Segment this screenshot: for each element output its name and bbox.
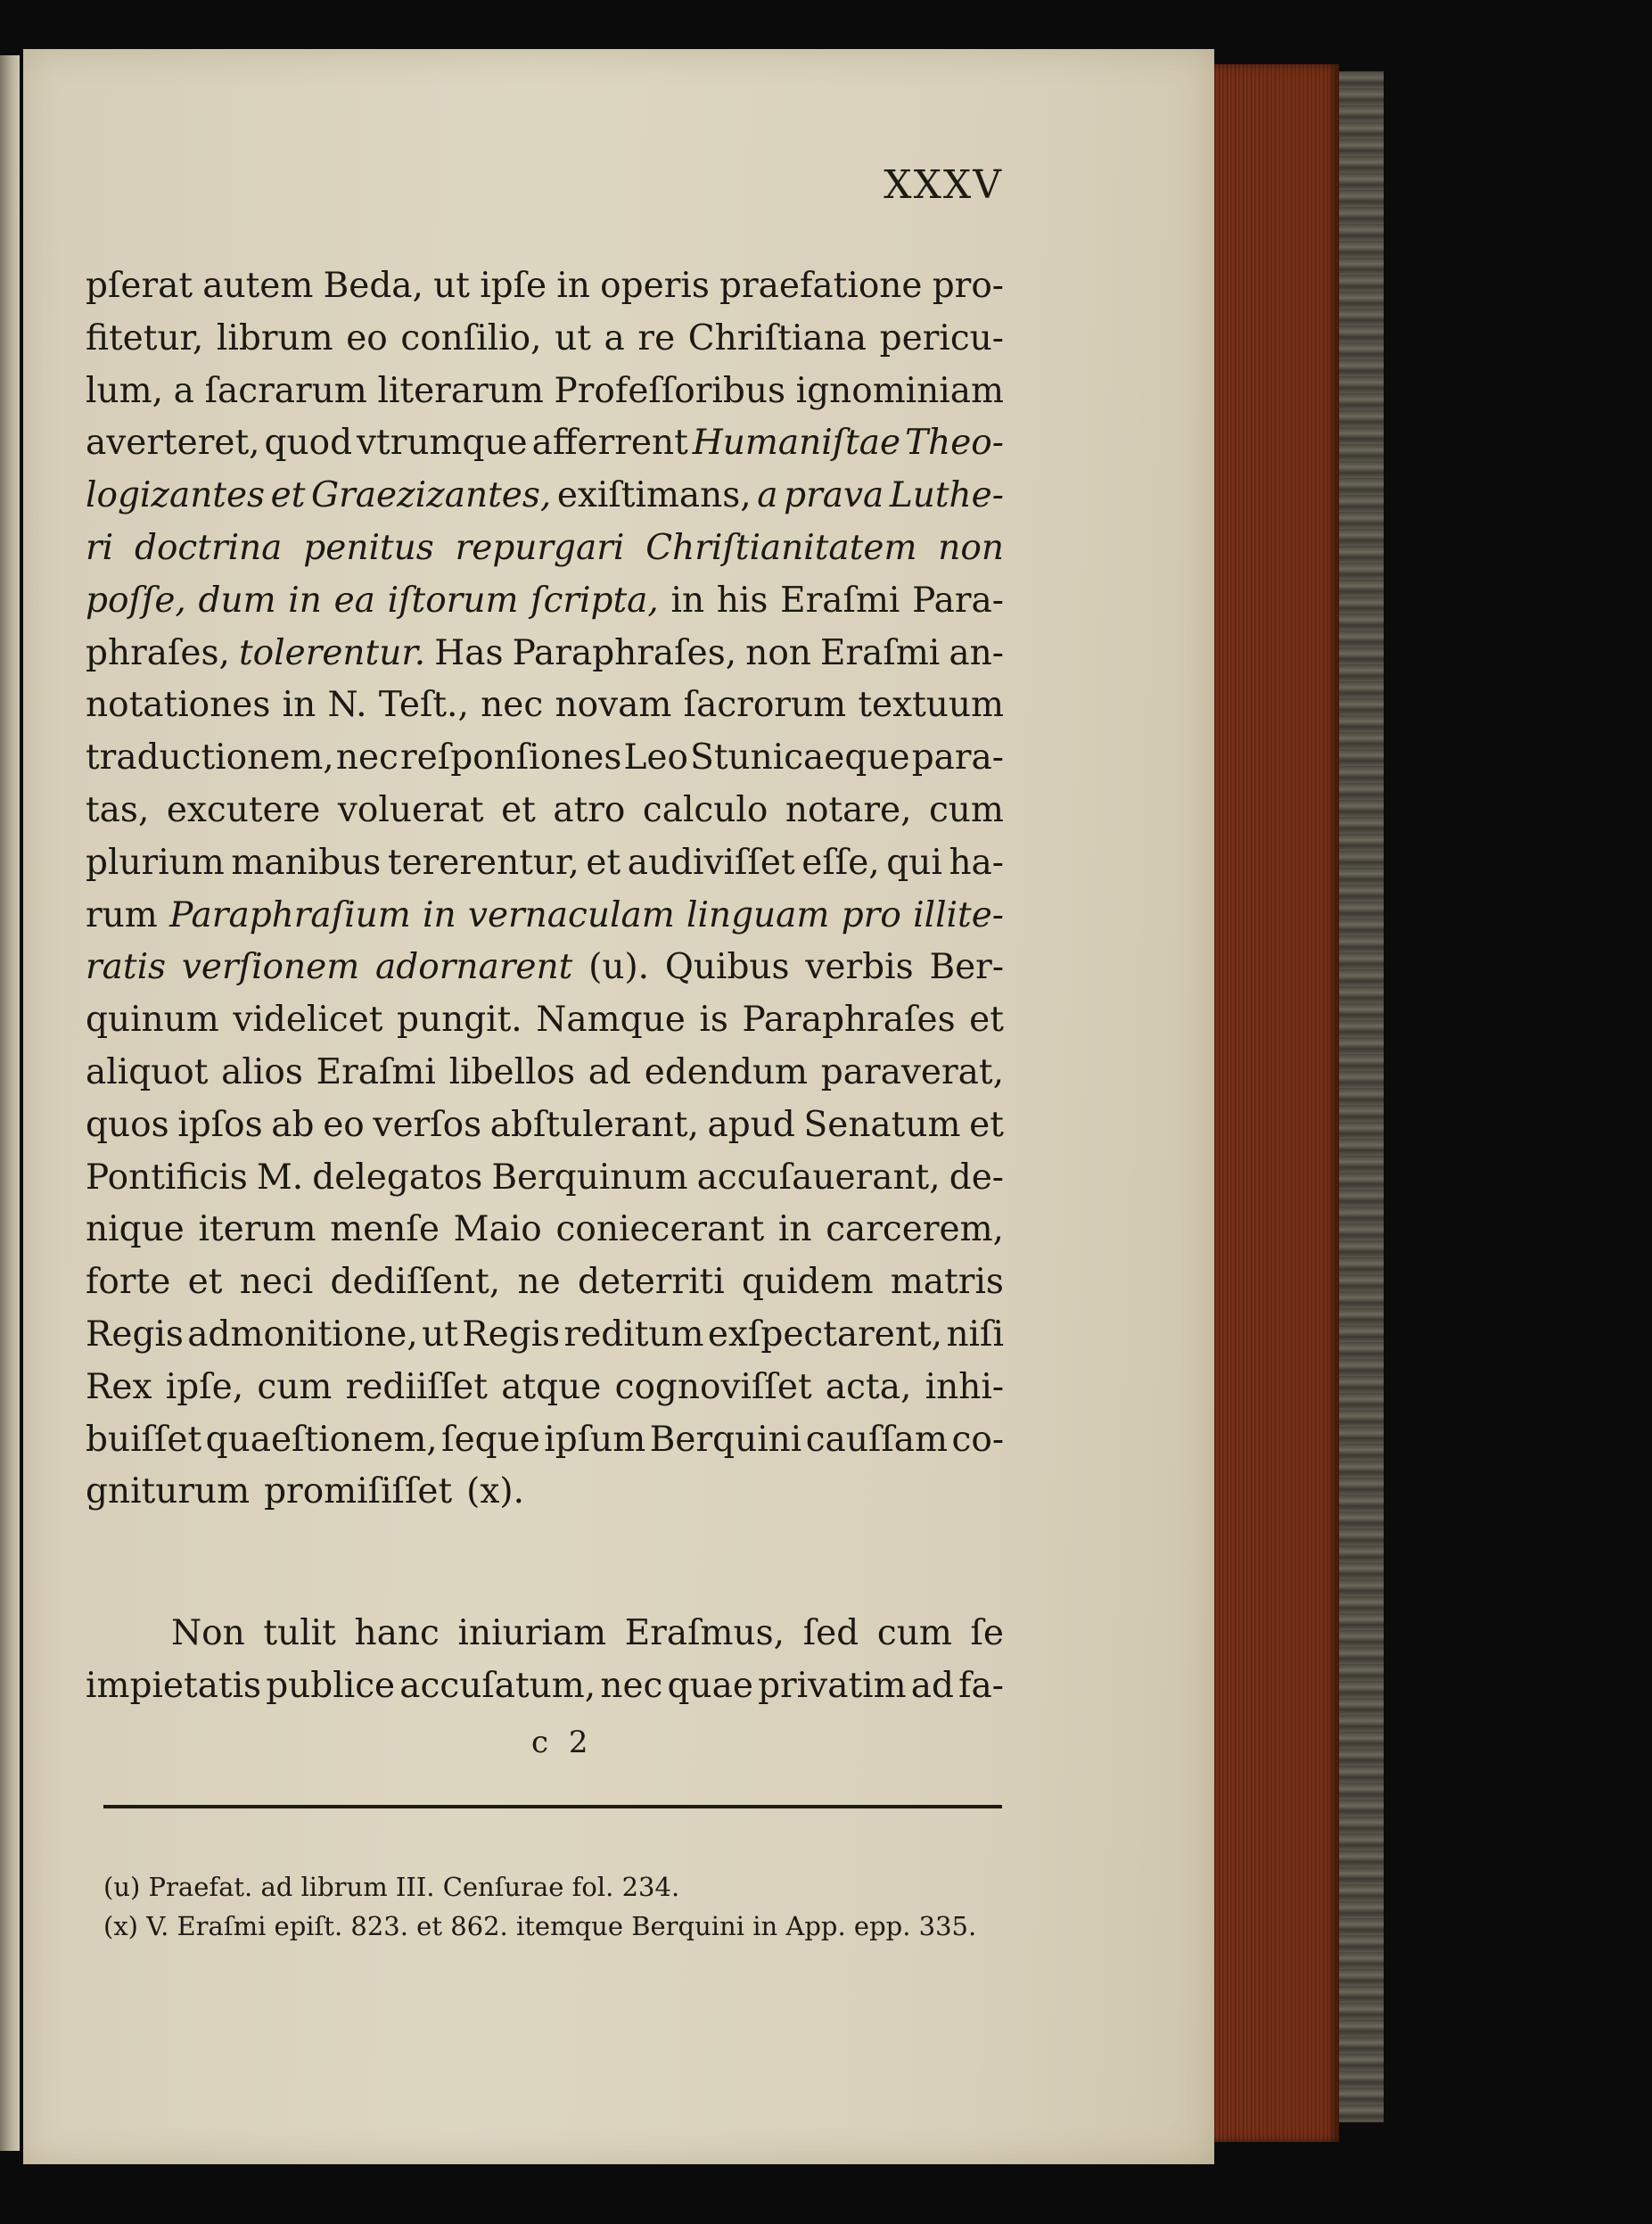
word: afferrent (531, 423, 688, 464)
word: averteret, (86, 423, 260, 464)
word: vernaculam (467, 894, 675, 935)
word: buiſſet (86, 1419, 202, 1460)
word: non (938, 527, 1004, 568)
word: tas, (86, 789, 150, 830)
word: ad (910, 1665, 954, 1706)
text-line (86, 1204, 1004, 1256)
word: ipſos (177, 1104, 263, 1145)
word: accuſauerant, (696, 1157, 941, 1198)
word: ſacrorum (683, 685, 847, 726)
text-line (86, 1047, 1004, 1100)
word: Regis (86, 1314, 184, 1355)
word: Stunicaeque (690, 737, 910, 778)
word: nec (335, 737, 399, 778)
word: ea (333, 580, 375, 621)
word: Senatum (803, 1104, 961, 1145)
word: tulit (263, 1613, 336, 1653)
text-line (86, 1362, 1004, 1414)
word: Luthe- (889, 475, 1004, 516)
word: in (777, 1209, 812, 1250)
word: an- (949, 632, 1004, 673)
book-cover-edge (1339, 71, 1384, 2122)
word: iniuriam (457, 1613, 607, 1653)
word: ſacrarum (204, 370, 367, 411)
word: pſerat (86, 266, 193, 306)
word: a (173, 370, 194, 411)
word: pro- (932, 266, 1004, 306)
word: logizantes (86, 475, 266, 516)
word: pro (841, 894, 901, 935)
page-number: XXXV (884, 162, 1003, 208)
word: admonitione, (187, 1314, 418, 1355)
word: dediſſent, (330, 1262, 501, 1303)
word: exſpectarent, (707, 1314, 943, 1355)
word: et (586, 842, 621, 883)
text-line (86, 837, 1004, 890)
text-line (86, 994, 1004, 1047)
word: pungit. (397, 1000, 522, 1041)
paragraph-2 (86, 1608, 1004, 1713)
word: non (745, 632, 811, 673)
word: tolerentur. (239, 632, 426, 673)
page-block-edge (1214, 64, 1339, 2142)
word: ratis (86, 947, 167, 988)
word: literarum (377, 370, 544, 411)
word: Regis (462, 1314, 561, 1355)
text-line (86, 260, 1004, 313)
word: praefatione (719, 266, 923, 306)
word: menſe (330, 1209, 440, 1250)
word: phraſes, (86, 632, 230, 673)
word: gniturum (86, 1471, 251, 1512)
paragraph-1 (86, 260, 1004, 1519)
word: ri (86, 527, 114, 568)
text-line (86, 1256, 1004, 1309)
word: Namque (536, 1000, 686, 1041)
word: textuum (858, 685, 1004, 726)
footnotes (103, 1867, 995, 1946)
word: publice (266, 1665, 396, 1706)
word: Graezizantes, (311, 475, 552, 516)
word: atro (553, 789, 626, 830)
word: ha- (949, 842, 1004, 883)
word: ut (555, 317, 591, 358)
word: et (969, 1000, 1004, 1041)
word: quae (667, 1665, 753, 1706)
word: para- (911, 737, 1004, 778)
text-line (86, 1100, 1004, 1152)
word: tererentur, (387, 842, 579, 883)
word: apud (707, 1104, 795, 1145)
word: ut (433, 266, 470, 306)
word: qui (886, 842, 942, 883)
word: verſionem (181, 947, 360, 988)
word: a (604, 317, 625, 358)
word: aliquot (86, 1051, 209, 1092)
word: Rex (86, 1366, 152, 1407)
word: conſilio, (400, 317, 542, 358)
word: cognoviſſet (614, 1366, 812, 1407)
word: Ber- (929, 947, 1004, 988)
word: cauſſam (805, 1419, 949, 1460)
word: eo (323, 1104, 365, 1145)
word: ſcripta, (530, 580, 659, 621)
word: nec (600, 1665, 663, 1706)
word: doctrina (134, 527, 283, 568)
word: eo (346, 317, 388, 358)
word: excutere (166, 789, 321, 830)
text-line (86, 1152, 1004, 1205)
word: quinum (86, 1000, 219, 1041)
word: iterum (198, 1209, 316, 1250)
word: Has (434, 632, 504, 673)
word: a (757, 475, 778, 516)
word: coniecerant (555, 1209, 765, 1250)
word: Quibus (664, 947, 790, 988)
signature-mark: c 2 (531, 1725, 594, 1760)
word: paraverat, (820, 1051, 1004, 1092)
word: neci (239, 1262, 314, 1303)
word: matris (890, 1262, 1004, 1303)
word: verſos (373, 1104, 482, 1145)
footnote-u: (u) Praefat. ad librum III. Cenſurae fol. 234. (103, 1872, 680, 1902)
word: vtrumque (357, 423, 528, 464)
word: rum (86, 894, 158, 935)
word: dum (198, 580, 276, 621)
word: privatim (758, 1665, 907, 1706)
word: Paraphraſes, (512, 632, 737, 673)
word: reditum (563, 1314, 704, 1355)
word: promiſiſſet (264, 1471, 453, 1512)
word: deterriti (577, 1262, 725, 1303)
text-line (86, 732, 1004, 785)
word: ab (271, 1104, 315, 1145)
word: reſponſiones (400, 737, 622, 778)
word: poſſe, (86, 580, 186, 621)
word: ſed (802, 1613, 859, 1653)
word: plurium (86, 842, 225, 883)
word: his (716, 580, 768, 621)
word: nique (86, 1209, 185, 1250)
word: Pontificis (86, 1157, 248, 1198)
word: et (969, 1104, 1004, 1145)
word: autem (202, 266, 314, 306)
word: linguam (686, 894, 830, 935)
word: Eraſmus, (624, 1613, 785, 1653)
word: exiſtimans, (556, 475, 752, 516)
text-line (86, 942, 1004, 994)
text-line (86, 470, 1004, 523)
word: in (670, 580, 705, 621)
word: manibus (231, 842, 382, 883)
text-line (86, 313, 1004, 366)
word: carcerem, (826, 1209, 1004, 1250)
word: atque (501, 1366, 602, 1407)
text-line (86, 1466, 1004, 1519)
word: ipſum (544, 1419, 646, 1460)
word: et (270, 475, 306, 516)
word: cum (876, 1613, 952, 1653)
word: Berquini (649, 1419, 802, 1460)
word: Humaniſtae (692, 423, 901, 464)
word: notationes (86, 685, 271, 726)
word: Maio (453, 1209, 542, 1250)
word: prava (784, 475, 884, 516)
word: in (282, 685, 316, 726)
footnote-x: (x) V. Eraſmi epiſt. 823. et 862. itemque Berquini in App. epp. 335. (103, 1911, 977, 1941)
word: Berquinum (491, 1157, 688, 1198)
word: Beda, (323, 266, 423, 306)
word: calculo (642, 789, 768, 830)
word: iſtorum (387, 580, 519, 621)
text-line (86, 1608, 1004, 1660)
word: et (501, 789, 536, 830)
word: verbis (805, 947, 914, 988)
word: in (288, 580, 322, 621)
word: pericu- (879, 317, 1004, 358)
text-line (86, 417, 1004, 470)
word: ignominiam (795, 370, 1004, 411)
word: ne (517, 1262, 561, 1303)
word: fa- (958, 1665, 1004, 1706)
word: Paraphraſes (742, 1000, 956, 1041)
word: quos (86, 1104, 169, 1145)
word: niſi (946, 1314, 1004, 1355)
word: M. (256, 1157, 304, 1198)
text-line (86, 575, 1004, 628)
word: nec (481, 685, 544, 726)
facing-page-edge (0, 55, 20, 2151)
word: ad (588, 1051, 631, 1092)
text-line (86, 1660, 1004, 1713)
word: eſſe, (801, 842, 880, 883)
word: quod (264, 423, 353, 464)
word: libellos (448, 1051, 576, 1092)
word: re (637, 317, 676, 358)
word: delegatos (312, 1157, 483, 1198)
text-line (86, 785, 1004, 837)
word: hanc (354, 1613, 440, 1653)
word: forte (86, 1262, 171, 1303)
word: lum, (86, 370, 163, 411)
word: impietatis (86, 1665, 262, 1706)
text-line (86, 680, 1004, 732)
word: Theo- (905, 423, 1004, 464)
word: novam (555, 685, 672, 726)
word: Paraphraſium (169, 894, 411, 935)
word: acta, (825, 1366, 912, 1407)
word: inhi- (925, 1366, 1004, 1407)
word: librum (216, 317, 333, 358)
word: accuſatum, (399, 1665, 596, 1706)
word: traductionem, (86, 737, 334, 778)
word: Non (171, 1613, 245, 1653)
word: in (423, 894, 456, 935)
word: Eraſmi (316, 1051, 436, 1092)
word: abſtulerant, (489, 1104, 699, 1145)
word: ſe (970, 1613, 1004, 1653)
word: rediiſſet (345, 1366, 488, 1407)
text-line (86, 1414, 1004, 1467)
word: de- (949, 1157, 1004, 1198)
word: (x). (466, 1471, 524, 1512)
word: Chriſtiana (687, 317, 867, 358)
word: videlicet (233, 1000, 383, 1041)
word: Leo (623, 737, 688, 778)
word: co- (951, 1419, 1004, 1460)
word: quidem (742, 1262, 874, 1303)
word: is (699, 1000, 728, 1041)
text-line (86, 523, 1004, 575)
word: Profeſſoribus (554, 370, 785, 411)
text-line (86, 890, 1004, 943)
footnote-rule (103, 1805, 1002, 1808)
word: Teſt., (378, 685, 469, 726)
word: Chriſtianitatem (645, 527, 917, 568)
word: adornarent (375, 947, 573, 988)
word: (u). (588, 947, 650, 988)
word: N. (327, 685, 367, 726)
word: operis (600, 266, 710, 306)
word: fitetur, (86, 317, 204, 358)
word: alios (221, 1051, 303, 1092)
word: cum (257, 1366, 333, 1407)
text-line (86, 366, 1004, 418)
word: cum (928, 789, 1004, 830)
text-line (86, 628, 1004, 680)
word: illite- (913, 894, 1004, 935)
word: voluerat (337, 789, 484, 830)
word: quaeſtionem, (205, 1419, 438, 1460)
text-line (86, 1309, 1004, 1362)
word: et (187, 1262, 223, 1303)
word: in (556, 266, 590, 306)
word: Para- (912, 580, 1004, 621)
word: ſeque (441, 1419, 540, 1460)
word: ipſe (480, 266, 547, 306)
word: audiviſſet (627, 842, 795, 883)
word: notare, (785, 789, 912, 830)
word: penitus (303, 527, 434, 568)
word: edendum (644, 1051, 809, 1092)
word: ipſe, (165, 1366, 244, 1407)
word: ut (422, 1314, 458, 1355)
word: Eraſmi (780, 580, 900, 621)
word: Eraſmi (820, 632, 941, 673)
word: repurgari (455, 527, 625, 568)
